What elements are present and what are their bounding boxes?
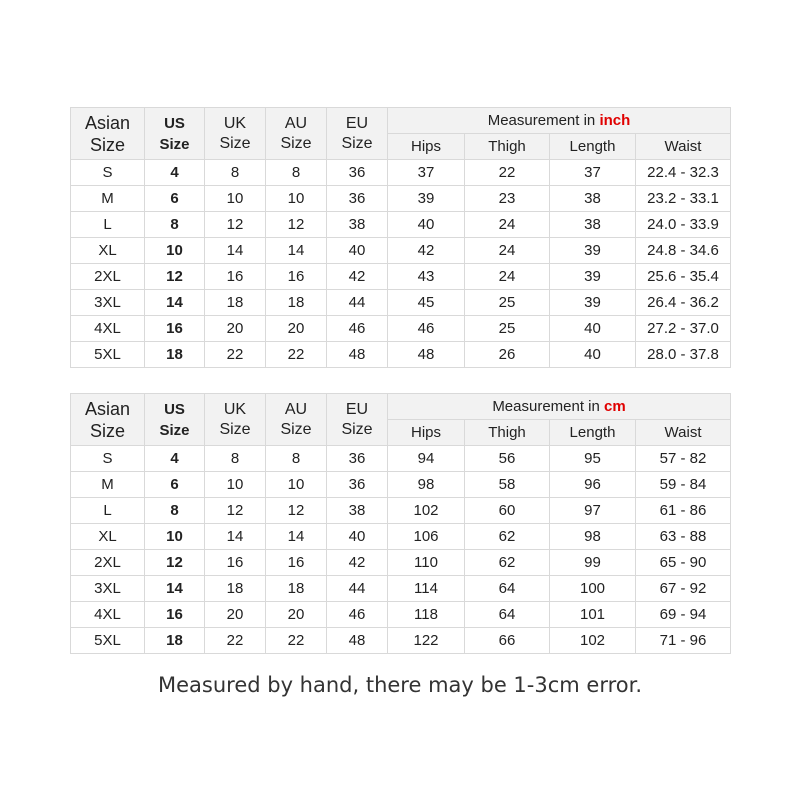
cell-uk: 20 — [205, 602, 266, 628]
cell-hips: 43 — [388, 264, 465, 290]
size-table-inch — [70, 107, 731, 368]
cell-eu: 42 — [327, 550, 388, 576]
cell-eu: 44 — [327, 576, 388, 602]
table-row — [71, 472, 731, 498]
cell-asian: S — [71, 446, 145, 472]
table-row — [71, 446, 731, 472]
table-row — [71, 290, 731, 316]
cell-length: 96 — [550, 472, 636, 498]
cell-eu: 36 — [327, 446, 388, 472]
cell-thigh: 25 — [465, 290, 550, 316]
cell-waist: 67 - 92 — [636, 576, 731, 602]
cell-us: 18 — [145, 628, 205, 654]
cell-uk: 8 — [205, 160, 266, 186]
cell-eu: 36 — [327, 160, 388, 186]
cell-asian: XL — [71, 524, 145, 550]
header-measurement: Measurement in inch — [388, 108, 731, 134]
cell-uk: 18 — [205, 576, 266, 602]
header-length: Length — [550, 420, 636, 446]
cell-au: 10 — [266, 186, 327, 212]
header-eu-size: EU Size — [327, 108, 388, 160]
table-row — [71, 498, 731, 524]
cell-waist: 27.2 - 37.0 — [636, 316, 731, 342]
cell-hips: 40 — [388, 212, 465, 238]
cell-eu: 46 — [327, 602, 388, 628]
cell-hips: 94 — [388, 446, 465, 472]
cell-au: 18 — [266, 290, 327, 316]
cell-eu: 36 — [327, 472, 388, 498]
table-row — [71, 264, 731, 290]
header-eu-size: EU Size — [327, 394, 388, 446]
cell-hips: 45 — [388, 290, 465, 316]
cell-au: 20 — [266, 602, 327, 628]
cell-asian: M — [71, 472, 145, 498]
cell-us: 8 — [145, 212, 205, 238]
table-row — [71, 160, 731, 186]
table-row — [71, 316, 731, 342]
cell-thigh: 62 — [465, 524, 550, 550]
table-row — [71, 576, 731, 602]
cell-hips: 42 — [388, 238, 465, 264]
cell-thigh: 25 — [465, 316, 550, 342]
cell-hips: 118 — [388, 602, 465, 628]
cell-thigh: 62 — [465, 550, 550, 576]
cell-eu: 44 — [327, 290, 388, 316]
cell-au: 8 — [266, 160, 327, 186]
header-hips: Hips — [388, 134, 465, 160]
cell-thigh: 66 — [465, 628, 550, 654]
cell-waist: 28.0 - 37.8 — [636, 342, 731, 368]
cell-hips: 106 — [388, 524, 465, 550]
cell-hips: 98 — [388, 472, 465, 498]
header-measurement: Measurement in cm — [388, 394, 731, 420]
cell-asian: 3XL — [71, 290, 145, 316]
cell-length: 95 — [550, 446, 636, 472]
cell-asian: 5XL — [71, 628, 145, 654]
header-uk-size: UK Size — [205, 394, 266, 446]
cell-uk: 22 — [205, 342, 266, 368]
header-waist: Waist — [636, 420, 731, 446]
cell-hips: 39 — [388, 186, 465, 212]
cell-au: 12 — [266, 212, 327, 238]
cell-uk: 22 — [205, 628, 266, 654]
table-row — [71, 602, 731, 628]
header-us-size: US Size — [145, 108, 205, 160]
cell-thigh: 60 — [465, 498, 550, 524]
table-row — [71, 212, 731, 238]
table-row — [71, 186, 731, 212]
cell-uk: 16 — [205, 264, 266, 290]
cell-asian: S — [71, 160, 145, 186]
cell-au: 22 — [266, 342, 327, 368]
cell-uk: 20 — [205, 316, 266, 342]
table-row — [71, 550, 731, 576]
cell-waist: 24.8 - 34.6 — [636, 238, 731, 264]
cell-length: 39 — [550, 264, 636, 290]
cell-thigh: 24 — [465, 212, 550, 238]
cell-us: 16 — [145, 602, 205, 628]
cell-length: 102 — [550, 628, 636, 654]
cell-length: 100 — [550, 576, 636, 602]
cell-waist: 59 - 84 — [636, 472, 731, 498]
cell-eu: 40 — [327, 524, 388, 550]
table-row — [71, 238, 731, 264]
cell-waist: 26.4 - 36.2 — [636, 290, 731, 316]
cell-asian: 5XL — [71, 342, 145, 368]
cell-length: 98 — [550, 524, 636, 550]
header-asian-size: Asian Size — [71, 108, 145, 160]
cell-eu: 40 — [327, 238, 388, 264]
cell-length: 37 — [550, 160, 636, 186]
cell-au: 22 — [266, 628, 327, 654]
cell-thigh: 64 — [465, 602, 550, 628]
cell-waist: 25.6 - 35.4 — [636, 264, 731, 290]
cell-us: 12 — [145, 264, 205, 290]
cell-au: 16 — [266, 550, 327, 576]
cell-asian: 3XL — [71, 576, 145, 602]
cell-length: 99 — [550, 550, 636, 576]
cell-us: 10 — [145, 238, 205, 264]
cell-asian: M — [71, 186, 145, 212]
cell-us: 8 — [145, 498, 205, 524]
cell-length: 38 — [550, 186, 636, 212]
cell-hips: 37 — [388, 160, 465, 186]
cell-thigh: 58 — [465, 472, 550, 498]
cell-us: 14 — [145, 576, 205, 602]
cell-uk: 12 — [205, 498, 266, 524]
cell-us: 6 — [145, 186, 205, 212]
cell-thigh: 26 — [465, 342, 550, 368]
cell-au: 14 — [266, 524, 327, 550]
cell-waist: 63 - 88 — [636, 524, 731, 550]
cell-thigh: 56 — [465, 446, 550, 472]
cell-us: 14 — [145, 290, 205, 316]
cell-waist: 71 - 96 — [636, 628, 731, 654]
cell-us: 18 — [145, 342, 205, 368]
measurement-unit: cm — [604, 397, 626, 415]
cell-thigh: 24 — [465, 264, 550, 290]
header-au-size: AU Size — [266, 394, 327, 446]
cell-eu: 38 — [327, 212, 388, 238]
cell-thigh: 23 — [465, 186, 550, 212]
cell-hips: 122 — [388, 628, 465, 654]
cell-us: 12 — [145, 550, 205, 576]
cell-uk: 14 — [205, 238, 266, 264]
cell-uk: 14 — [205, 524, 266, 550]
header-asian-size: Asian Size — [71, 394, 145, 446]
cell-asian: 2XL — [71, 264, 145, 290]
measurement-note: Measured by hand, there may be 1-3cm error. — [157, 673, 642, 697]
cell-au: 8 — [266, 446, 327, 472]
measurement-unit: inch — [599, 111, 631, 129]
cell-au: 16 — [266, 264, 327, 290]
cell-au: 14 — [266, 238, 327, 264]
cell-hips: 46 — [388, 316, 465, 342]
cell-asian: L — [71, 498, 145, 524]
header-thigh: Thigh — [465, 420, 550, 446]
cell-asian: 4XL — [71, 316, 145, 342]
cell-eu: 36 — [327, 186, 388, 212]
cell-au: 18 — [266, 576, 327, 602]
cell-thigh: 64 — [465, 576, 550, 602]
cell-us: 16 — [145, 316, 205, 342]
table-row — [71, 524, 731, 550]
cell-au: 10 — [266, 472, 327, 498]
cell-us: 6 — [145, 472, 205, 498]
cell-uk: 18 — [205, 290, 266, 316]
cell-asian: L — [71, 212, 145, 238]
cell-au: 20 — [266, 316, 327, 342]
size-table-cm — [70, 393, 731, 654]
cell-thigh: 22 — [465, 160, 550, 186]
cell-length: 38 — [550, 212, 636, 238]
cell-uk: 10 — [205, 472, 266, 498]
cell-eu: 48 — [327, 628, 388, 654]
cell-uk: 8 — [205, 446, 266, 472]
cell-us: 4 — [145, 160, 205, 186]
cell-uk: 16 — [205, 550, 266, 576]
cell-eu: 38 — [327, 498, 388, 524]
cell-waist: 61 - 86 — [636, 498, 731, 524]
header-length: Length — [550, 134, 636, 160]
cell-waist: 57 - 82 — [636, 446, 731, 472]
cell-length: 97 — [550, 498, 636, 524]
cell-waist: 22.4 - 32.3 — [636, 160, 731, 186]
cell-length: 39 — [550, 290, 636, 316]
cell-asian: 4XL — [71, 602, 145, 628]
cell-thigh: 24 — [465, 238, 550, 264]
cell-au: 12 — [266, 498, 327, 524]
header-thigh: Thigh — [465, 134, 550, 160]
cell-waist: 23.2 - 33.1 — [636, 186, 731, 212]
header-au-size: AU Size — [266, 108, 327, 160]
table-row — [71, 342, 731, 368]
cell-waist: 65 - 90 — [636, 550, 731, 576]
cell-asian: 2XL — [71, 550, 145, 576]
cell-hips: 110 — [388, 550, 465, 576]
cell-eu: 46 — [327, 316, 388, 342]
cell-length: 39 — [550, 238, 636, 264]
cell-eu: 42 — [327, 264, 388, 290]
cell-uk: 10 — [205, 186, 266, 212]
cell-hips: 48 — [388, 342, 465, 368]
cell-uk: 12 — [205, 212, 266, 238]
table-row — [71, 628, 731, 654]
header-waist: Waist — [636, 134, 731, 160]
cell-waist: 24.0 - 33.9 — [636, 212, 731, 238]
cell-hips: 114 — [388, 576, 465, 602]
cell-length: 40 — [550, 342, 636, 368]
cell-waist: 69 - 94 — [636, 602, 731, 628]
header-us-size: US Size — [145, 394, 205, 446]
cell-eu: 48 — [327, 342, 388, 368]
header-hips: Hips — [388, 420, 465, 446]
cell-length: 40 — [550, 316, 636, 342]
cell-asian: XL — [71, 238, 145, 264]
cell-us: 4 — [145, 446, 205, 472]
cell-hips: 102 — [388, 498, 465, 524]
cell-us: 10 — [145, 524, 205, 550]
header-uk-size: UK Size — [205, 108, 266, 160]
cell-length: 101 — [550, 602, 636, 628]
